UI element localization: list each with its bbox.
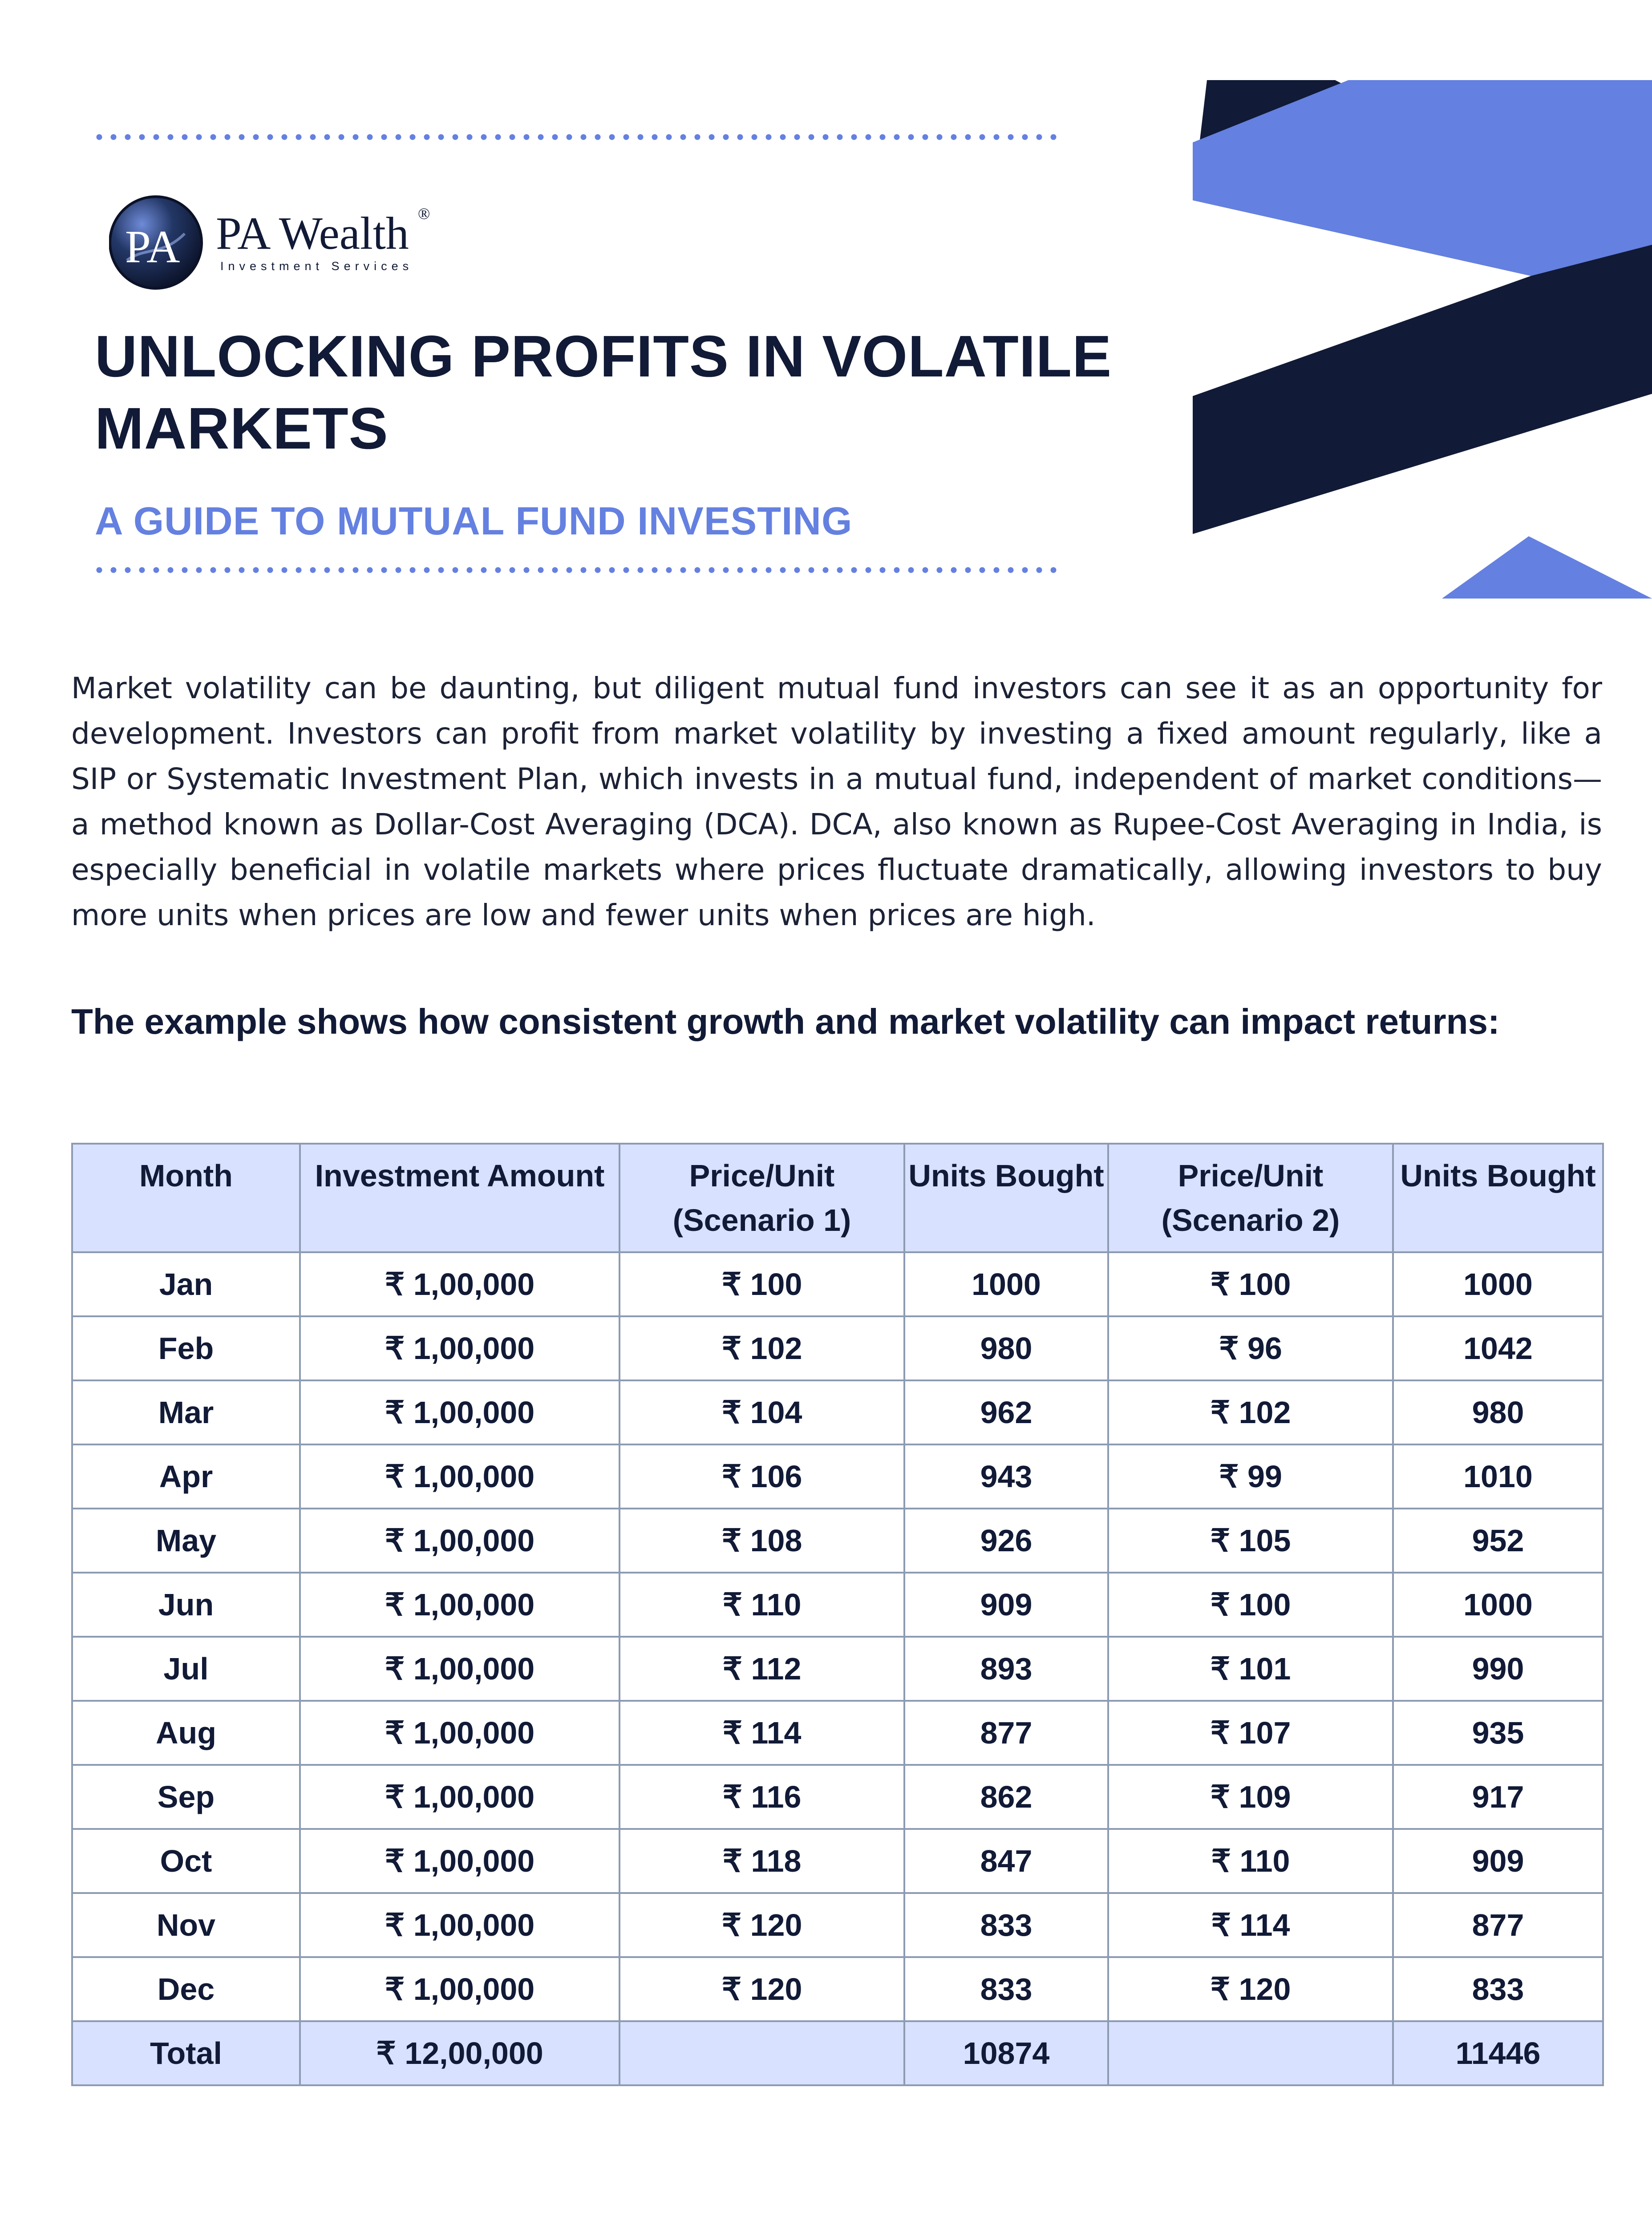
table-row [72, 1380, 1603, 1444]
table-row [72, 1701, 1603, 1765]
month-cell: Jul [72, 1637, 300, 1701]
investment-amount-cell: ₹ 1,00,000 [300, 1893, 620, 1957]
pa-wealth-logo [109, 194, 461, 291]
price-scenario-1-cell: ₹ 104 [620, 1380, 904, 1444]
table-row [72, 1893, 1603, 1957]
dotted-rule-bottom [95, 566, 1069, 574]
month-cell: Dec [72, 1957, 300, 2021]
units-scenario-2-cell: 952 [1393, 1509, 1603, 1573]
total-empty-cell [620, 2021, 904, 2085]
intro-paragraph: Market volatility can be daunting, but diligent mutual fund investors can see it as an opportunity for development. Investors can profit from market volatility by investing a fixed amount regularly, like a SIP or Systematic Investment Plan, which invests in a mutual fund, independent of market conditions—a method known as Dollar-Cost Averaging (DCA). DCA, also known as Rupee-Cost Averaging in India, is especially beneficial in volatile markets where prices fluctuate dramatically, allowing investors to buy more units when prices are low and fewer units when prices are high. [71, 671, 1602, 932]
month-cell: Jan [72, 1252, 300, 1316]
month-cell: Jun [72, 1573, 300, 1637]
investment-amount-cell: ₹ 1,00,000 [300, 1316, 620, 1380]
units-scenario-1-cell: 980 [904, 1316, 1108, 1380]
header-line-2: (Scenario 1) [672, 1203, 851, 1238]
units-scenario-1-cell: 909 [904, 1573, 1108, 1637]
dca-comparison-table [71, 1143, 1604, 2086]
price-scenario-2-cell: ₹ 114 [1108, 1893, 1393, 1957]
price-scenario-2-cell: ₹ 96 [1108, 1316, 1393, 1380]
total-units-scenario-2-cell: 11446 [1393, 2021, 1603, 2085]
header-line-1: Price/Unit [689, 1158, 835, 1193]
month-cell: Mar [72, 1380, 300, 1444]
units-scenario-2-cell: 1042 [1393, 1316, 1603, 1380]
month-cell: Apr [72, 1444, 300, 1509]
investment-amount-cell: ₹ 1,00,000 [300, 1444, 620, 1509]
table-row [72, 1444, 1603, 1509]
price-scenario-1-cell: ₹ 106 [620, 1444, 904, 1509]
month-cell: Sep [72, 1765, 300, 1829]
table-row [72, 1765, 1603, 1829]
table-row [72, 1829, 1603, 1893]
price-scenario-1-cell: ₹ 102 [620, 1316, 904, 1380]
header-price-scenario-2 [1108, 1144, 1393, 1252]
table-row [72, 1509, 1603, 1573]
investment-amount-cell: ₹ 1,00,000 [300, 1701, 620, 1765]
units-scenario-2-cell: 1000 [1393, 1573, 1603, 1637]
month-cell: Aug [72, 1701, 300, 1765]
price-scenario-2-cell: ₹ 100 [1108, 1573, 1393, 1637]
example-heading: The example shows how consistent growth and market volatility can impact returns: [71, 1002, 1500, 1041]
price-scenario-2-cell: ₹ 107 [1108, 1701, 1393, 1765]
units-scenario-1-cell: 847 [904, 1829, 1108, 1893]
logo-registered-mark: ® [418, 205, 430, 222]
units-scenario-1-cell: 893 [904, 1637, 1108, 1701]
table-row [72, 1573, 1603, 1637]
investment-amount-cell: ₹ 1,00,000 [300, 1509, 620, 1573]
header-line-1: Units Bought [1400, 1158, 1596, 1193]
investment-amount-cell: ₹ 1,00,000 [300, 1829, 620, 1893]
page-title-line-2: MARKETS [95, 396, 389, 461]
units-scenario-2-cell: 833 [1393, 1957, 1603, 2021]
units-scenario-1-cell: 833 [904, 1893, 1108, 1957]
units-scenario-1-cell: 943 [904, 1444, 1108, 1509]
price-scenario-1-cell: ₹ 112 [620, 1637, 904, 1701]
investment-amount-cell: ₹ 1,00,000 [300, 1380, 620, 1444]
investment-amount-cell: ₹ 1,00,000 [300, 1765, 620, 1829]
logo-tagline: Investment Services [220, 259, 413, 273]
units-scenario-1-cell: 833 [904, 1957, 1108, 2021]
price-scenario-1-cell: ₹ 100 [620, 1252, 904, 1316]
header-line-1: Investment Amount [315, 1158, 605, 1193]
price-scenario-1-cell: ₹ 120 [620, 1893, 904, 1957]
table-row [72, 1316, 1603, 1380]
units-scenario-1-cell: 862 [904, 1765, 1108, 1829]
price-scenario-2-cell: ₹ 110 [1108, 1829, 1393, 1893]
price-scenario-2-cell: ₹ 100 [1108, 1252, 1393, 1316]
price-scenario-2-cell: ₹ 99 [1108, 1444, 1393, 1509]
month-cell: Nov [72, 1893, 300, 1957]
header-units-scenario-2 [1393, 1144, 1603, 1252]
table-total-row [72, 2021, 1603, 2085]
decorative-ribbon-graphic [1193, 80, 1652, 599]
price-scenario-2-cell: ₹ 120 [1108, 1957, 1393, 2021]
investment-amount-cell: ₹ 1,00,000 [300, 1573, 620, 1637]
price-scenario-1-cell: ₹ 114 [620, 1701, 904, 1765]
investment-amount-cell: ₹ 1,00,000 [300, 1957, 620, 2021]
price-scenario-2-cell: ₹ 102 [1108, 1380, 1393, 1444]
table-row [72, 1957, 1603, 2021]
total-label-cell: Total [72, 2021, 300, 2085]
table-header-row [72, 1144, 1603, 1252]
investment-amount-cell: ₹ 1,00,000 [300, 1252, 620, 1316]
page-title-line-1: UNLOCKING PROFITS IN VOLATILE [95, 324, 1112, 389]
units-scenario-2-cell: 980 [1393, 1380, 1603, 1444]
month-cell: Oct [72, 1829, 300, 1893]
page-subtitle: A GUIDE TO MUTUAL FUND INVESTING [95, 499, 853, 543]
logo-mark: PA [125, 221, 180, 272]
dotted-rule-top [95, 133, 1069, 142]
units-scenario-2-cell: 877 [1393, 1893, 1603, 1957]
price-scenario-1-cell: ₹ 120 [620, 1957, 904, 2021]
total-investment-cell: ₹ 12,00,000 [300, 2021, 620, 2085]
units-scenario-2-cell: 1010 [1393, 1444, 1603, 1509]
units-scenario-1-cell: 1000 [904, 1252, 1108, 1316]
price-scenario-2-cell: ₹ 105 [1108, 1509, 1393, 1573]
header-line-1: Month [139, 1158, 233, 1193]
table-body [72, 1252, 1603, 2021]
price-scenario-2-cell: ₹ 101 [1108, 1637, 1393, 1701]
header-line-2: (Scenario 2) [1161, 1203, 1340, 1238]
units-scenario-2-cell: 935 [1393, 1701, 1603, 1765]
logo-name: PA Wealth [216, 208, 409, 259]
header-units-scenario-1 [904, 1144, 1108, 1252]
header-line-1: Price/Unit [1178, 1158, 1324, 1193]
total-units-scenario-1-cell: 10874 [904, 2021, 1108, 2085]
price-scenario-1-cell: ₹ 108 [620, 1509, 904, 1573]
total-empty-cell [1108, 2021, 1393, 2085]
units-scenario-2-cell: 909 [1393, 1829, 1603, 1893]
page-title [95, 320, 1141, 465]
header-investment-amount [300, 1144, 620, 1252]
month-cell: Feb [72, 1316, 300, 1380]
investment-amount-cell: ₹ 1,00,000 [300, 1637, 620, 1701]
header-price-scenario-1 [620, 1144, 904, 1252]
price-scenario-2-cell: ₹ 109 [1108, 1765, 1393, 1829]
table-row [72, 1637, 1603, 1701]
units-scenario-2-cell: 1000 [1393, 1252, 1603, 1316]
units-scenario-2-cell: 990 [1393, 1637, 1603, 1701]
price-scenario-1-cell: ₹ 118 [620, 1829, 904, 1893]
price-scenario-1-cell: ₹ 116 [620, 1765, 904, 1829]
header-month [72, 1144, 300, 1252]
units-scenario-1-cell: 926 [904, 1509, 1108, 1573]
units-scenario-1-cell: 877 [904, 1701, 1108, 1765]
month-cell: May [72, 1509, 300, 1573]
header-line-1: Units Bought [908, 1158, 1104, 1193]
price-scenario-1-cell: ₹ 110 [620, 1573, 904, 1637]
table-row [72, 1252, 1603, 1316]
units-scenario-2-cell: 917 [1393, 1765, 1603, 1829]
units-scenario-1-cell: 962 [904, 1380, 1108, 1444]
